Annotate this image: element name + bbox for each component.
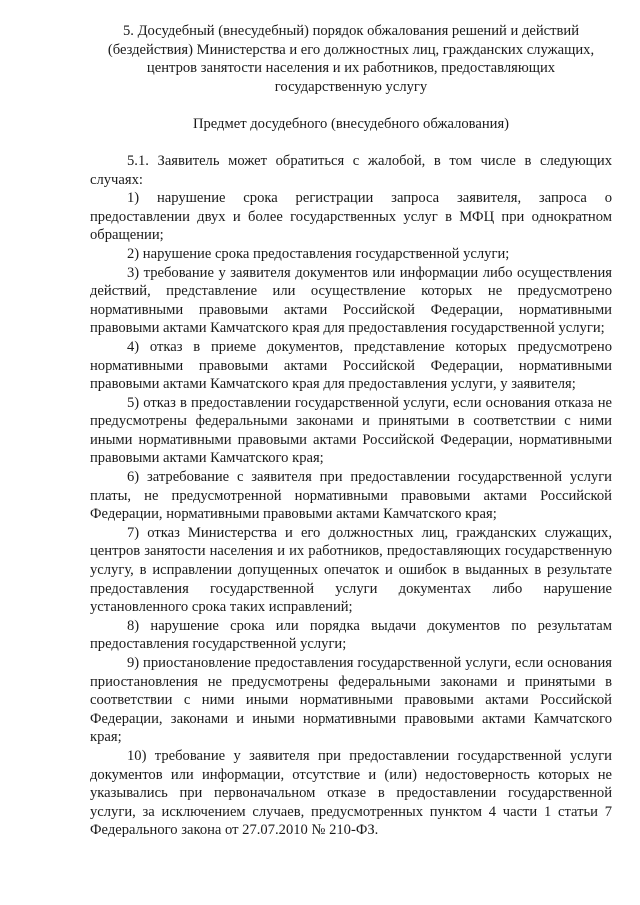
list-item-8: 8) нарушение срока или порядка выдачи документов по результатам предоставления государственной услуги; bbox=[90, 617, 612, 653]
list-item-10: 10) требование у заявителя при предоставлении государственной услуги документов или информации, отсутствие и (или) недостоверность которых не указывались при первоначальном отказе в предоставлении государственной услуги, за исключением случаев, предусмотренных пунктом 4 части 1 статьи 7 Федерального закона от 27.07.2010 № 210-ФЗ. bbox=[90, 747, 612, 839]
subheading: Предмет досудебного (внесудебного обжалования) bbox=[192, 116, 510, 133]
list-item-2: 2) нарушение срока предоставления государственной услуги; bbox=[127, 245, 510, 262]
document-page bbox=[90, 22, 612, 840]
list-item-6: 6) затребование с заявителя при предоставлении государственной услуги платы, не предусмотренной нормативными правовыми актами Российской Федерации, нормативными правовыми актами Камчатского края; bbox=[90, 469, 612, 523]
list-item-9: 9) приостановление предоставления государственной услуги, если основания приостановления не предусмотрены федеральными законами и принятыми в соответствии с ними иными нормативными правовыми актами Российской Федерации, законами и иными нормативными правовыми актами Камчатского края; bbox=[90, 655, 612, 746]
list-item-7: 7) отказ Министерства и его должностных лиц, гражданских служащих, центров занятости населения и их работников, предоставляющих государственную услугу, в исправлении допущенных опечаток и ошибок в выданных в результате предоставления государственной услуги документах либо нарушение установленного срока таких исправлений; bbox=[90, 524, 612, 616]
list-item-3: 3) требование у заявителя документов или информации либо осуществления действий, представление или осуществление которых не предусмотрено нормативными правовыми актами Российской Федерации, нормативными правовыми актами Камчатского края для предоставления государственной услуги; bbox=[90, 264, 612, 337]
list-item-4: 4) отказ в приеме документов, представление которых предусмотрено нормативными правовыми актами Российской Федерации, нормативными правовыми актами Камчатского края для предоставления услуги, у заявителя; bbox=[90, 338, 612, 393]
paragraph-intro: 5.1. Заявитель может обратиться с жалобой, в том числе в следующих случаях: bbox=[90, 152, 612, 188]
list-item-1: 1) нарушение срока регистрации запроса заявителя, запроса о предоставлении двух и более государственных услуг в МФЦ при однократном обращении; bbox=[90, 190, 612, 244]
list-item-5: 5) отказ в предоставлении государственной услуги, если основания отказа не предусмотрены федеральными законами и принятыми в соответствии с ними иными нормативными правовыми актами Российской Федерации, нормативными правовыми актами Камчатского края; bbox=[90, 394, 612, 467]
section-heading: 5. Досудебный (внесудебный) порядок обжалования решений и действий (бездействия) Министерства и его должностных лиц, гражданских служащих, центров занятости населения и их работников, предоставляющих государственную услугу bbox=[107, 23, 595, 95]
